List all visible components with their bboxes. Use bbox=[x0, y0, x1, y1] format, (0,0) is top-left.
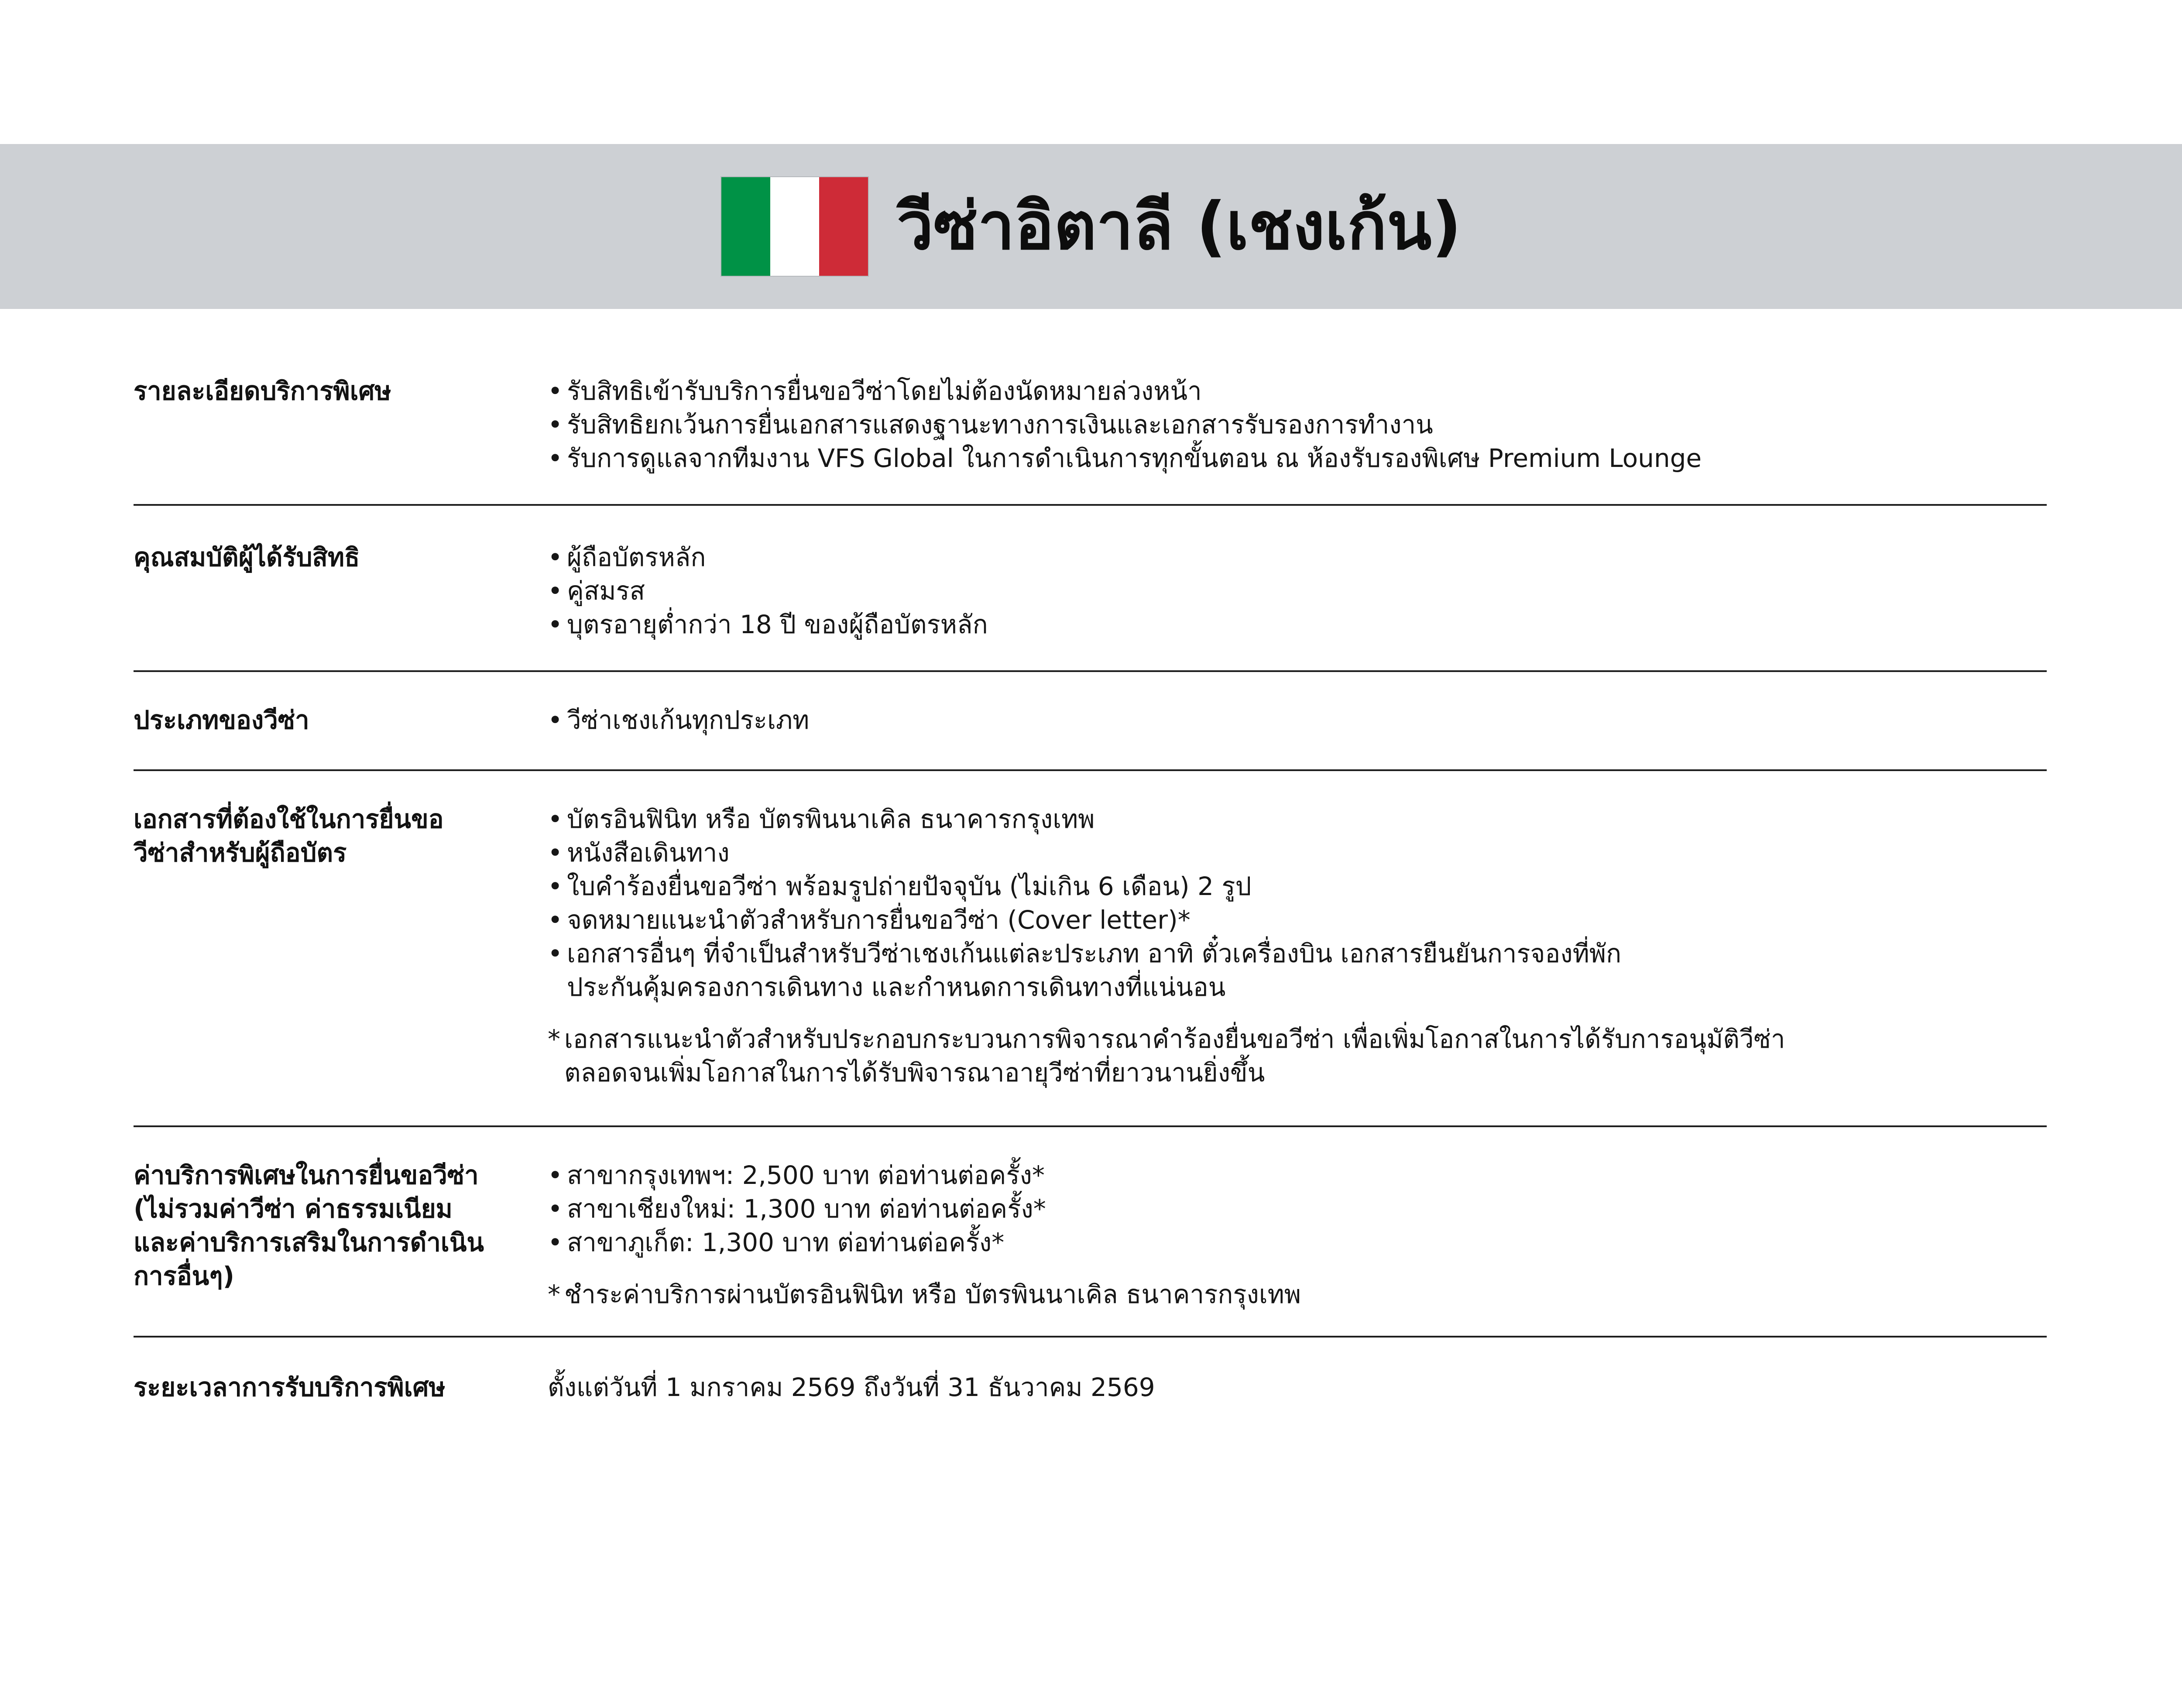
row-content bbox=[548, 803, 2047, 1090]
row-content bbox=[548, 541, 2047, 641]
row-content bbox=[548, 1371, 2047, 1404]
asterisk-marker: * bbox=[548, 1279, 560, 1309]
bullet-icon: • bbox=[548, 871, 563, 901]
bullet-icon: • bbox=[548, 905, 563, 935]
bullet-item: • จดหมายแนะนำตัวสำหรับการยื่นขอวีซ่า (Cover letter)* bbox=[548, 903, 2047, 937]
bullet-icon: • bbox=[548, 610, 563, 639]
bullet-item: • รับสิทธิเข้ารับบริการยื่นขอวีซ่าโดยไม่ต้องนัดหมายล่วงหน้า bbox=[548, 374, 2047, 408]
bullet-icon: • bbox=[548, 1194, 563, 1224]
asterisk-marker: * bbox=[548, 1024, 560, 1054]
bullet-icon: • bbox=[548, 576, 563, 606]
table-row-visa-type bbox=[134, 672, 2047, 771]
flag-stripe-white bbox=[770, 177, 819, 276]
table-row-special-service-details bbox=[134, 374, 2047, 506]
bullet-icon: • bbox=[548, 705, 563, 735]
row-content bbox=[548, 374, 2047, 475]
bullet-icon: • bbox=[548, 1228, 563, 1257]
bullet-item: • บัตรอินฟินิท หรือ บัตรพินนาเคิล ธนาคารกรุงเทพ bbox=[548, 803, 2047, 836]
row-label: ประเภทของวีซ่า bbox=[134, 705, 309, 735]
header-band bbox=[0, 144, 2182, 309]
bullet-icon: • bbox=[548, 939, 563, 968]
bullet-item: • ใบคำร้องยื่นขอวีซ่า พร้อมรูปถ่ายปัจจุบัน (ไม่เกิน 6 เดือน) 2 รูป bbox=[548, 870, 2047, 903]
row-label: ค่าบริการพิเศษในการยื่นขอวีซ่า (ไม่รวมค่าวีซ่า ค่าธรรมเนียม และค่าบริการเสริมในการดำเนิน การอื่นๆ) bbox=[134, 1160, 484, 1291]
bullet-item: • คู่สมรส bbox=[548, 574, 2047, 608]
bullet-item-continuation: ประกันคุ้มครองการเดินทาง และกำหนดการเดินทางที่แน่นอน bbox=[567, 972, 1226, 1002]
info-table bbox=[134, 374, 2047, 1422]
row-label: รายละเอียดบริการพิเศษ bbox=[134, 376, 391, 406]
bullet-item: • หนังสือเดินทาง bbox=[548, 836, 2047, 870]
row-content bbox=[548, 703, 2047, 737]
bullet-item: • รับการดูแลจากทีมงาน VFS Global ในการดำเนินการทุกขั้นตอน ณ ห้องรับรองพิเศษ Premium Lounge bbox=[548, 442, 2047, 475]
footnote: * ชำระค่าบริการผ่านบัตรอินฟินิท หรือ บัตรพินนาเคิล ธนาคารกรุงเทพ bbox=[548, 1278, 2047, 1311]
bullet-item: • สาขาภูเก็ต: 1,300 บาท ต่อท่านต่อครั้ง* bbox=[548, 1226, 2047, 1259]
row-label: เอกสารที่ต้องใช้ในการยื่นขอ วีซ่าสำหรับผู้ถือบัตร bbox=[134, 804, 444, 868]
bullet-item: • รับสิทธิยกเว้นการยื่นเอกสารแสดงฐานะทางการเงินและเอกสารรับรองการทำงาน bbox=[548, 408, 2047, 442]
table-row-service-period bbox=[134, 1338, 2047, 1422]
italy-flag-icon bbox=[720, 176, 869, 277]
bullet-item: • บุตรอายุต่ำกว่า 18 ปี ของผู้ถือบัตรหลัก bbox=[548, 608, 2047, 641]
bullet-item: • เอกสารอื่นๆ ที่จำเป็นสำหรับวีซ่าเชงเก้นแต่ละประเภท อาทิ ตั๋วเครื่องบิน เอกสารยืนยันการจองที่พัก bbox=[548, 937, 2047, 971]
table-row-service-fee bbox=[134, 1127, 2047, 1338]
bullet-item: • สาขาเชียงใหม่: 1,300 บาท ต่อท่านต่อครั้ง* bbox=[548, 1192, 2047, 1226]
bullet-icon: • bbox=[548, 804, 563, 834]
service-period-text: ตั้งแต่วันที่ 1 มกราคม 2569 ถึงวันที่ 31 ธันวาคม 2569 bbox=[548, 1372, 1155, 1402]
bullet-icon: • bbox=[548, 542, 563, 572]
row-content bbox=[548, 1159, 2047, 1311]
footnote: * เอกสารแนะนำตัวสำหรับประกอบกระบวนการพิจารณาคำร้องยื่นขอวีซ่า เพื่อเพิ่มโอกาสในการได้รับการอนุมัติวีซ่า ตลอดจนเพิ่มโอกาสในการได้รับพิจารณาอายุวีซ่าที่ยาวนานยิ่งขึ้น bbox=[548, 1022, 2047, 1090]
table-row-required-documents bbox=[134, 771, 2047, 1127]
bullet-icon: • bbox=[548, 410, 563, 439]
row-label: คุณสมบัติผู้ได้รับสิทธิ bbox=[134, 542, 360, 572]
bullet-item: • สาขากรุงเทพฯ: 2,500 บาท ต่อท่านต่อครั้ง* bbox=[548, 1159, 2047, 1192]
row-label: ระยะเวลาการรับบริการพิเศษ bbox=[134, 1372, 446, 1402]
page bbox=[0, 144, 2182, 1708]
flag-stripe-green bbox=[721, 177, 770, 276]
bullet-icon: • bbox=[548, 443, 563, 473]
page-title: วีซ่าอิตาลี (เชงเก้น) bbox=[896, 189, 1462, 264]
bullet-icon: • bbox=[548, 838, 563, 868]
bullet-item: • วีซ่าเชงเก้นทุกประเภท bbox=[548, 703, 2047, 737]
bullet-icon: • bbox=[548, 376, 563, 406]
flag-stripe-red bbox=[819, 177, 868, 276]
table-row-eligibility bbox=[134, 506, 2047, 672]
bullet-icon: • bbox=[548, 1160, 563, 1190]
bullet-item: • ผู้ถือบัตรหลัก bbox=[548, 541, 2047, 574]
